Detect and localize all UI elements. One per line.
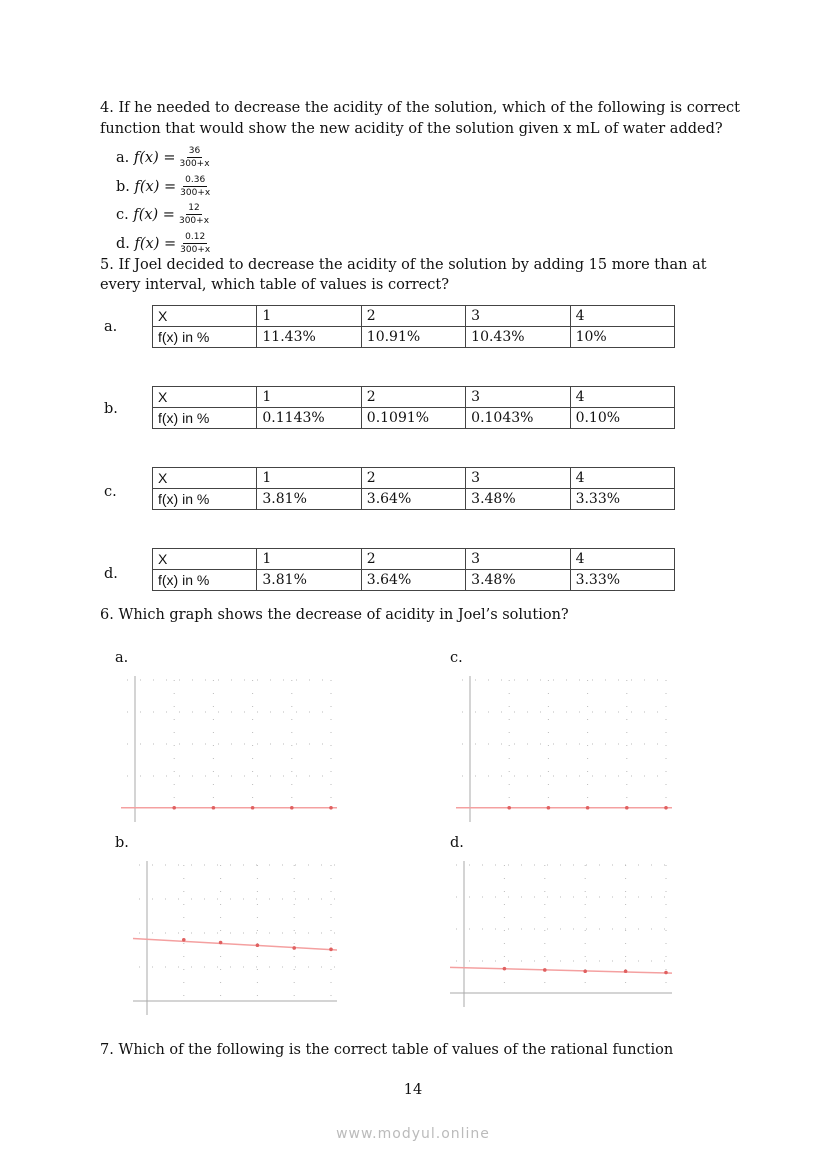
function-lhs: f(x) =	[133, 206, 175, 223]
data-point	[172, 806, 176, 810]
table-cell: 3	[466, 549, 570, 570]
data-point	[329, 948, 333, 952]
table-cell: 2	[361, 468, 465, 489]
table-cell: f(x) in %	[153, 327, 257, 348]
data-point	[547, 806, 551, 810]
table-cell: 2	[361, 387, 465, 408]
table-cell: 0.1143%	[257, 408, 361, 429]
table-cell: 10.43%	[466, 327, 570, 348]
graph-label: d.	[450, 835, 464, 851]
graph-d	[450, 853, 672, 1023]
denominator: 300+x	[178, 216, 210, 226]
data-point	[543, 968, 547, 972]
table-cell: 4	[570, 468, 674, 489]
fraction	[180, 175, 210, 198]
values-table	[152, 386, 675, 429]
table-row	[153, 408, 675, 429]
data-point	[664, 806, 668, 810]
q4-text-line2: function that would show the new acidity of the solution given x mL of water added?	[100, 121, 723, 137]
graph-b	[115, 853, 337, 1023]
table-cell: 2	[361, 549, 465, 570]
table-cell: 3.33%	[570, 570, 674, 591]
watermark: www.modyul.online	[336, 1126, 490, 1142]
table-cell: 1	[257, 549, 361, 570]
numerator: 0.12	[185, 232, 206, 242]
data-point	[507, 806, 511, 810]
numerator: 12	[188, 203, 200, 213]
q4-option	[116, 146, 210, 169]
table-option-label: d.	[104, 566, 118, 582]
q4-text-line1: 4. If he needed to decrease the acidity of the solution, which of the following is correct	[100, 100, 740, 116]
q4-option	[116, 175, 210, 198]
fraction	[180, 232, 210, 255]
table-cell: 3	[466, 468, 570, 489]
table-cell: 3	[466, 306, 570, 327]
data-point	[664, 971, 668, 975]
table-cell: 3.48%	[466, 570, 570, 591]
series-line	[450, 967, 672, 973]
function-lhs: f(x) =	[134, 235, 177, 252]
table-cell: 11.43%	[257, 327, 361, 348]
table-option-label: b.	[104, 401, 118, 417]
values-table	[152, 467, 675, 510]
table-cell: 0.10%	[570, 408, 674, 429]
table-cell: 4	[570, 549, 674, 570]
table-cell: f(x) in %	[153, 570, 257, 591]
table-cell: 3.33%	[570, 489, 674, 510]
data-point	[624, 969, 628, 973]
data-point	[212, 806, 216, 810]
table-cell: 4	[570, 387, 674, 408]
q6-text: 6. Which graph shows the decrease of acidity in Joel’s solution?	[100, 607, 569, 623]
table-cell: 2	[361, 306, 465, 327]
data-point	[292, 946, 296, 950]
denominator: 300+x	[179, 159, 210, 169]
option-label: b.	[116, 178, 130, 195]
table-header-row	[153, 387, 675, 408]
q4-option	[116, 232, 210, 255]
table-row	[153, 489, 675, 510]
table-cell: X	[153, 306, 257, 327]
table-header-row	[153, 306, 675, 327]
function-lhs: f(x) =	[133, 149, 176, 166]
table-header-row	[153, 549, 675, 570]
table-cell: f(x) in %	[153, 489, 257, 510]
option-label: a.	[116, 149, 130, 166]
table-cell: X	[153, 468, 257, 489]
graph-c	[450, 668, 672, 838]
data-point	[503, 967, 507, 971]
table-cell: 3.81%	[257, 570, 361, 591]
option-label: c.	[116, 206, 129, 223]
data-point	[329, 806, 333, 810]
page-number: 14	[403, 1082, 423, 1098]
table-cell: 10%	[570, 327, 674, 348]
graph-a	[115, 668, 337, 838]
data-point	[256, 943, 260, 947]
q7-text: 7. Which of the following is the correct table of values of the rational function	[100, 1042, 674, 1058]
function-lhs: f(x) =	[134, 178, 177, 195]
data-point	[182, 938, 186, 942]
graph-label: c.	[450, 650, 463, 666]
table-cell: 1	[257, 306, 361, 327]
values-table	[152, 305, 675, 348]
table-header-row	[153, 468, 675, 489]
q5-text-line2: every interval, which table of values is correct?	[100, 277, 449, 293]
table-cell: X	[153, 387, 257, 408]
data-point	[625, 806, 629, 810]
table-option-label: c.	[104, 484, 117, 500]
table-cell: 0.1091%	[361, 408, 465, 429]
data-point	[219, 941, 223, 945]
data-point	[251, 806, 255, 810]
denominator: 300+x	[180, 188, 211, 198]
denominator: 300+x	[180, 245, 211, 255]
q5-text-line1: 5. If Joel decided to decrease the acidity of the solution by adding 15 more than at	[100, 257, 707, 273]
table-cell: 1	[257, 387, 361, 408]
table-cell: 0.1043%	[466, 408, 570, 429]
table-cell: 3.64%	[361, 489, 465, 510]
table-cell: X	[153, 549, 257, 570]
table-cell: 3	[466, 387, 570, 408]
table-cell: 4	[570, 306, 674, 327]
data-point	[290, 806, 294, 810]
numerator: 36	[188, 146, 201, 156]
option-label: d.	[116, 235, 130, 252]
fraction	[179, 203, 209, 226]
fraction	[180, 146, 210, 169]
values-table	[152, 548, 675, 591]
table-cell: 10.91%	[361, 327, 465, 348]
table-option-label: a.	[104, 319, 118, 335]
table-cell: 1	[257, 468, 361, 489]
table-cell: 3.81%	[257, 489, 361, 510]
table-row	[153, 327, 675, 348]
series-line	[133, 938, 337, 950]
data-point	[586, 806, 590, 810]
table-cell: 3.48%	[466, 489, 570, 510]
table-row	[153, 570, 675, 591]
table-cell: 3.64%	[361, 570, 465, 591]
graph-label: b.	[115, 835, 129, 851]
data-point	[583, 969, 587, 973]
q4-option	[116, 203, 209, 226]
numerator: 0.36	[185, 175, 206, 185]
table-cell: f(x) in %	[153, 408, 257, 429]
graph-label: a.	[115, 650, 129, 666]
